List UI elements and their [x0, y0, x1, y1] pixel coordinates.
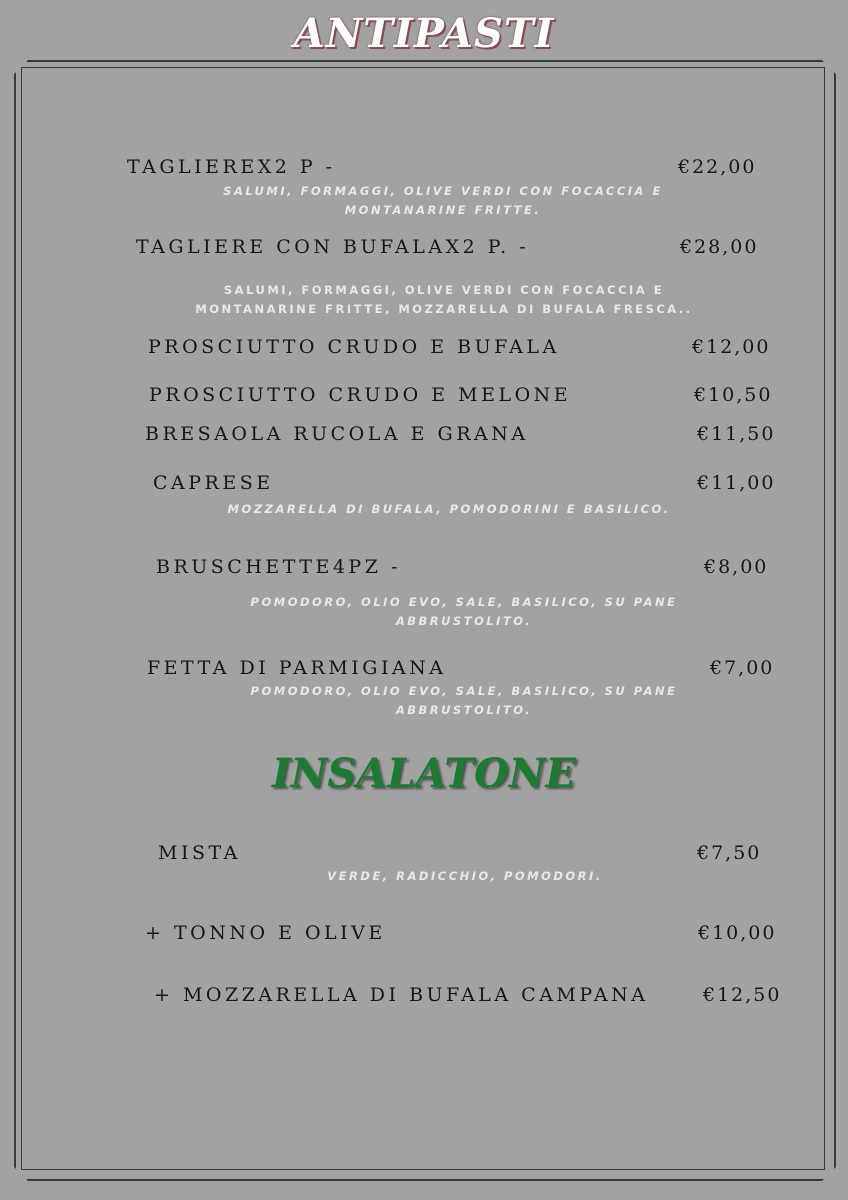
item-name-bruschette: BRUSCHETTE4PZ - — [156, 556, 401, 578]
item-name-mozzarella-bufala: + MOZZARELLA DI BUFALA CAMPANA — [154, 984, 649, 1006]
item-desc-tagliere: SALUMI, FORMAGGI, OLIVE VERDI CON FOCACCIA E MONTANARINE FRITTE. — [223, 184, 663, 217]
item-price-parmigiana: €7,00 — [710, 657, 775, 679]
item-price-tonno-olive: €10,00 — [698, 922, 777, 944]
section-title-antipasti: ANTIPASTI — [293, 10, 555, 57]
item-name-tagliere: TAGLIEREX2 P - — [127, 156, 336, 178]
item-price-tagliere-bufala: €28,00 — [680, 236, 759, 258]
item-price-mozzarella-bufala: €12,50 — [703, 984, 782, 1006]
item-price-mista: €7,50 — [697, 842, 762, 864]
item-price-bruschette: €8,00 — [704, 556, 769, 578]
item-name-tagliere-bufala: TAGLIERE CON BUFALAX2 P. - — [136, 236, 530, 258]
item-desc-bruschette: POMODORO, OLIO EVO, SALE, BASILICO, SU PANE ABBRUSTOLITO. — [250, 595, 678, 628]
item-price-bresaola: €11,50 — [697, 423, 776, 445]
item-desc-parmigiana: POMODORO, OLIO EVO, SALE, BASILICO, SU PANE ABBRUSTOLITO. — [250, 684, 678, 717]
item-price-tagliere: €22,00 — [678, 156, 757, 178]
item-desc-mista: VERDE, RADICCHIO, POMODORI. — [327, 869, 603, 883]
item-name-mista: MISTA — [158, 842, 241, 864]
item-name-crudo-melone: PROSCIUTTO CRUDO E MELONE — [149, 384, 572, 406]
item-price-crudo-melone: €10,50 — [694, 384, 773, 406]
item-desc-tagliere-bufala: SALUMI, FORMAGGI, OLIVE VERDI CON FOCACCIA E MONTANARINE FRITTE, MOZZARELLA DI BUFALA FRESCA.. — [195, 283, 693, 316]
section-title-insalatone: INSALATONE — [272, 750, 576, 797]
item-desc-caprese: MOZZARELLA DI BUFALA, POMODORINI E BASILICO. — [227, 502, 671, 516]
item-name-caprese: CAPRESE — [153, 472, 274, 494]
item-price-caprese: €11,00 — [697, 472, 776, 494]
item-name-bresaola: BRESAOLA RUCOLA E GRANA — [145, 423, 529, 445]
item-price-crudo-bufala: €12,00 — [692, 336, 771, 358]
item-name-tonno-olive: + TONNO E OLIVE — [145, 922, 386, 944]
item-name-parmigiana: FETTA DI PARMIGIANA — [147, 657, 447, 679]
item-name-crudo-bufala: PROSCIUTTO CRUDO E BUFALA — [148, 336, 560, 358]
